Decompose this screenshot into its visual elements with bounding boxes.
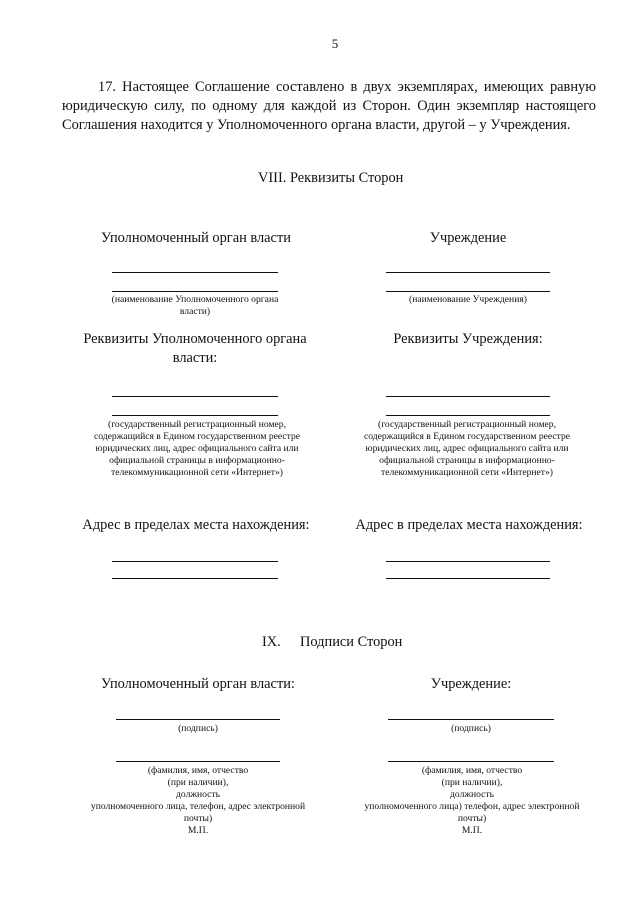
left-address-heading: Адрес в пределах места нахождения: — [82, 517, 310, 533]
section-9-roman: IX. — [262, 634, 281, 650]
section-9-title: Подписи Сторон — [300, 634, 403, 650]
left-fio-caption: (фамилия, имя, отчество (при наличии), должность уполномоченного лица, телефон, адрес электронной почты) М.П. — [66, 765, 330, 837]
right-name-line-2 — [386, 291, 550, 292]
left-party-heading: Уполномоченный орган власти — [101, 230, 291, 246]
right-address-line-1 — [386, 561, 550, 562]
left-signature-line — [116, 719, 280, 720]
right-requisites-caption: (государственный регистрационный номер, содержащийся в Едином государственном реестре юридических лиц, адрес официального сайта или официальной страницы в информационно-телекоммуникационной сети «Интернет») — [363, 419, 571, 478]
left-address-line-2 — [112, 578, 278, 579]
left-name-caption: (наименование Уполномоченного органа власти) — [111, 294, 279, 317]
right-stamp-label: М.П. — [461, 825, 483, 836]
right-requisites-line-2 — [386, 415, 550, 416]
right-requisites-line-1 — [386, 396, 550, 397]
right-name-caption: (наименование Учреждения) — [409, 294, 527, 305]
paragraph-17: 17. Настоящее Соглашение составлено в двух экземплярах, имеющих равную юридическую силу, по одному для каждой из Сторон. Один экземпляр настоящего Соглашения находится у Уполномоченного органа власти, другой – у Учреждения. — [62, 79, 596, 133]
section-8-title: VIII. Реквизиты Сторон — [258, 170, 404, 186]
right-name-line-1 — [386, 272, 550, 273]
left-stamp-label: М.П. — [187, 825, 209, 836]
left-name-line-1 — [112, 272, 278, 273]
right-address-heading: Адрес в пределах места нахождения: — [355, 517, 583, 533]
right-fio-caption: (фамилия, имя, отчество (при наличии), должность уполномоченного лица) телефон, адрес электронной почты) М.П. — [336, 765, 608, 837]
left-sign-heading: Уполномоченный орган власти: — [101, 676, 295, 692]
left-name-line-2 — [112, 291, 278, 292]
right-signature-caption: (подпись) — [451, 723, 491, 734]
left-requisites-line-2 — [112, 415, 278, 416]
right-fio-line — [388, 761, 554, 762]
right-requisites-heading: Реквизиты Учреждения: — [393, 331, 543, 347]
left-requisites-heading: Реквизиты Уполномоченного органа власти: — [83, 331, 307, 366]
right-party-heading: Учреждение — [429, 230, 507, 246]
right-signature-line — [388, 719, 554, 720]
page-number: 5 — [331, 36, 339, 51]
right-address-line-2 — [386, 578, 550, 579]
left-address-line-1 — [112, 561, 278, 562]
right-sign-heading: Учреждение: — [430, 676, 512, 692]
left-requisites-line-1 — [112, 396, 278, 397]
left-requisites-caption: (государственный регистрационный номер, содержащийся в Едином государственном реестре юридических лиц, адрес официального сайта или официальной страницы в информационно-телекоммуникационной сети «Интернет») — [93, 419, 301, 478]
left-signature-caption: (подпись) — [178, 723, 218, 734]
left-fio-line — [116, 761, 280, 762]
